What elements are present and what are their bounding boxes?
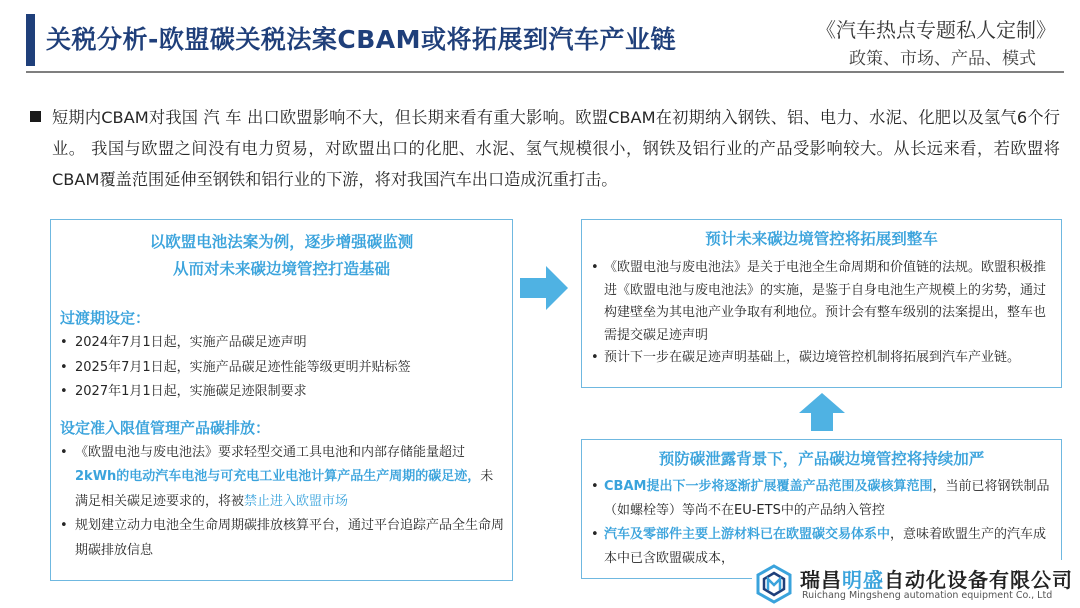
list-item: • 2024年7月1日起，实施产品碳足迹声明 [51,331,512,356]
highlight-text: 汽车及零部件主要上游材料已在欧盟碳交易体系中 [604,527,891,542]
company-name-part: 自动化设备有限公司 [884,568,1073,592]
square-bullet-icon [30,111,41,122]
transition-period-list [51,331,512,405]
title-accent-bar [26,14,35,66]
arrow-up-icon [799,393,845,431]
transition-period-title: 过渡期设定： [60,309,151,327]
box-heading: 预防碳泄露背景下，产品碳边境管控将持续加严 [658,450,985,468]
list-item [582,475,1061,523]
company-logo [752,560,1080,608]
box-heading-line2: 从而对未来碳边境管控打造基础 [172,260,390,278]
list-item: • 预计下一步在碳足迹声明基础上，碳边境管控机制将拓展到汽车产业链。 [582,347,1061,370]
highlight-text: 禁止进入欧盟市场 [244,493,349,509]
list-item-text: 未满足相关碳足迹要求的，将被 [75,469,494,509]
list-item: • 《欧盟电池与废电池法》是关于电池全生命周期和价值链的法规。欧盟积极推进《欧盟电池与废电池法》的实施，是鉴于自身电池生产规模上的劣势，通过构建壁垒为其电池产业争取有利地位。预计会有整车级别的法案提出，整车也需提交碳足迹声明 [582,257,1061,347]
access-limit-title: 设定准入限值管理产品碳排放： [60,418,271,437]
access-limit-list [51,441,512,564]
list-item: • 2025年7月1日起，实施产品碳足迹性能等级更明并贴标签 [51,356,512,381]
arrow-right-icon [520,266,568,310]
highlight-text: CBAM提出下一步将逐渐扩展覆盖产品范围及碳核算范围 [604,479,933,494]
list-item: • 2027年1月1日起，实施碳足迹限制要求 [51,380,512,405]
company-name-highlight: 明盛 [842,568,884,592]
list-item: • 规划建立动力电池全生命周期碳排放核算平台，通过平台追踪产品全生命周期碳排放信息 [51,514,512,563]
carbon-leakage-box [581,439,1062,579]
series-subtitle: 政策、市场、产品、模式 [849,49,1036,69]
company-english-name: Ruichang Mingsheng automation equipment Co., Ltd [802,590,1053,601]
box-heading [51,229,512,283]
battery-regulation-box [50,219,513,581]
header-divider [26,71,1064,73]
intro-paragraph [30,102,1060,195]
series-title: 《汽车热点专题私人定制》 [816,18,1056,42]
box-heading: 预计未来碳边境管控将拓展到整车 [705,230,938,248]
vehicle-extension-list [582,257,1061,370]
vehicle-extension-box [581,219,1062,388]
page-title: 关税分析-欧盟碳关税法案CBAM或将拓展到汽车产业链 [46,25,677,54]
company-name [800,564,1073,593]
highlight-text: 2kWh的电动汽车电池与可充电工业电池计算产品生产周期的碳足迹， [75,469,481,484]
carbon-leakage-list [582,475,1061,571]
list-item-text: ，当前已将钢铁制品（如螺栓等）等尚不在EU-ETS中的产品纳入管控 [604,479,1050,518]
intro-text: 短期内CBAM对我国 汽 车 出口欧盟影响不大，但长期来看有重大影响。欧盟CBAM在初期纳入钢铁、铝、电力、水泥、化肥以及氢气6个行业。 我国与欧盟之间没有电力贸易，对欧盟出口的化肥、水泥、氢气规模很小，钢铁及铝行业的产品受影响较大。从长远来看，若欧盟将CBAM覆盖范围延伸至钢铁和铝行业的下游，将对我国汽车出口造成沉重打击。 [52,108,1060,189]
company-logo-icon [754,564,794,604]
list-item [51,441,512,515]
company-name-part: 瑞昌 [800,568,842,592]
box-heading-line1: 以欧盟电池法案为例，逐步增强碳监测 [149,233,414,251]
list-item-text: 《欧盟电池与废电池法》要求轻型交通工具电池和内部存储能量超过 [75,444,466,460]
list-item-text: ，意味着欧盟生产的汽车成本中已含欧盟碳成本， [604,527,1047,566]
